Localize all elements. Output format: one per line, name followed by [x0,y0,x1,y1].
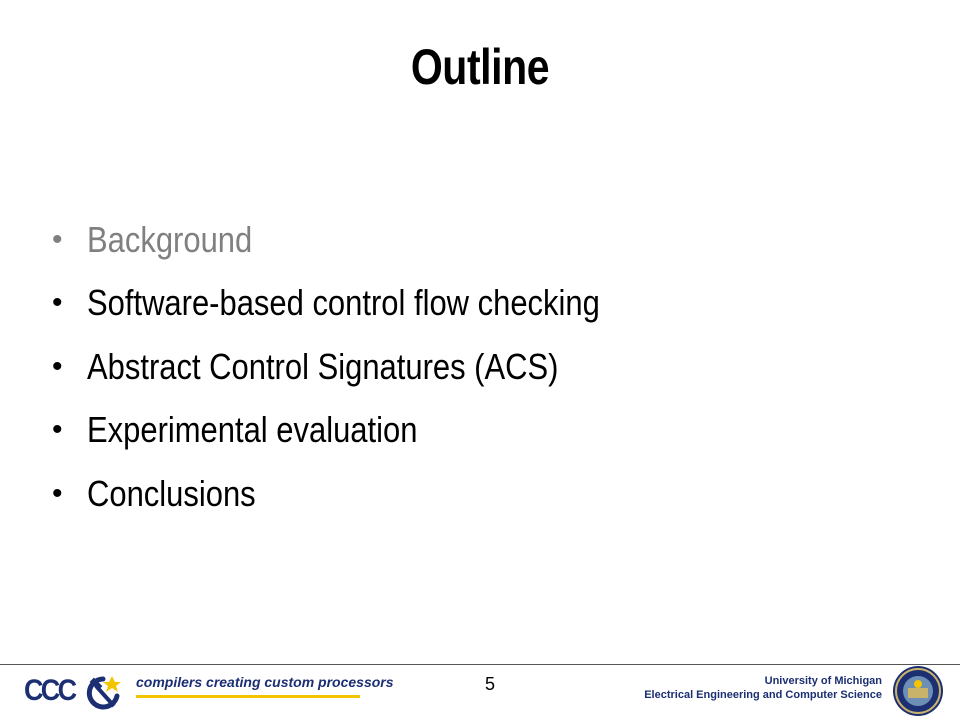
bullet-dot: • [52,349,63,383]
bullet-item [52,462,683,526]
bullet-item [52,272,683,336]
bullet-dot: • [52,413,63,447]
hammer-sickle-icon [82,674,124,710]
university-affiliation [644,674,882,702]
university-seal-icon [891,664,945,718]
university-name: University of Michigan [764,675,882,687]
bullet-dot: • [52,286,63,320]
logo-text: CCC [24,674,75,707]
bullet-text: Background [87,218,253,260]
bullet-text: Abstract Control Signatures (ACS) [87,345,559,387]
bullet-item [52,335,683,399]
bullet-text: Software-based control flow checking [87,282,600,324]
bullet-dot: • [52,222,63,256]
bullet-text: Experimental evaluation [87,409,418,451]
tagline-underline [136,695,360,698]
logo-tagline: compilers creating custom processors [136,674,394,690]
slide-title: Outline [410,39,550,95]
bullet-text: Conclusions [87,472,256,514]
footer-divider [0,664,960,665]
page-number: 5 [484,674,495,694]
ccc-logo [24,670,394,714]
bullet-item [52,399,683,463]
department-name: Electrical Engineering and Computer Science [644,689,882,701]
bullet-list [52,208,683,526]
bullet-item [52,208,683,272]
bullet-dot: • [52,476,63,510]
